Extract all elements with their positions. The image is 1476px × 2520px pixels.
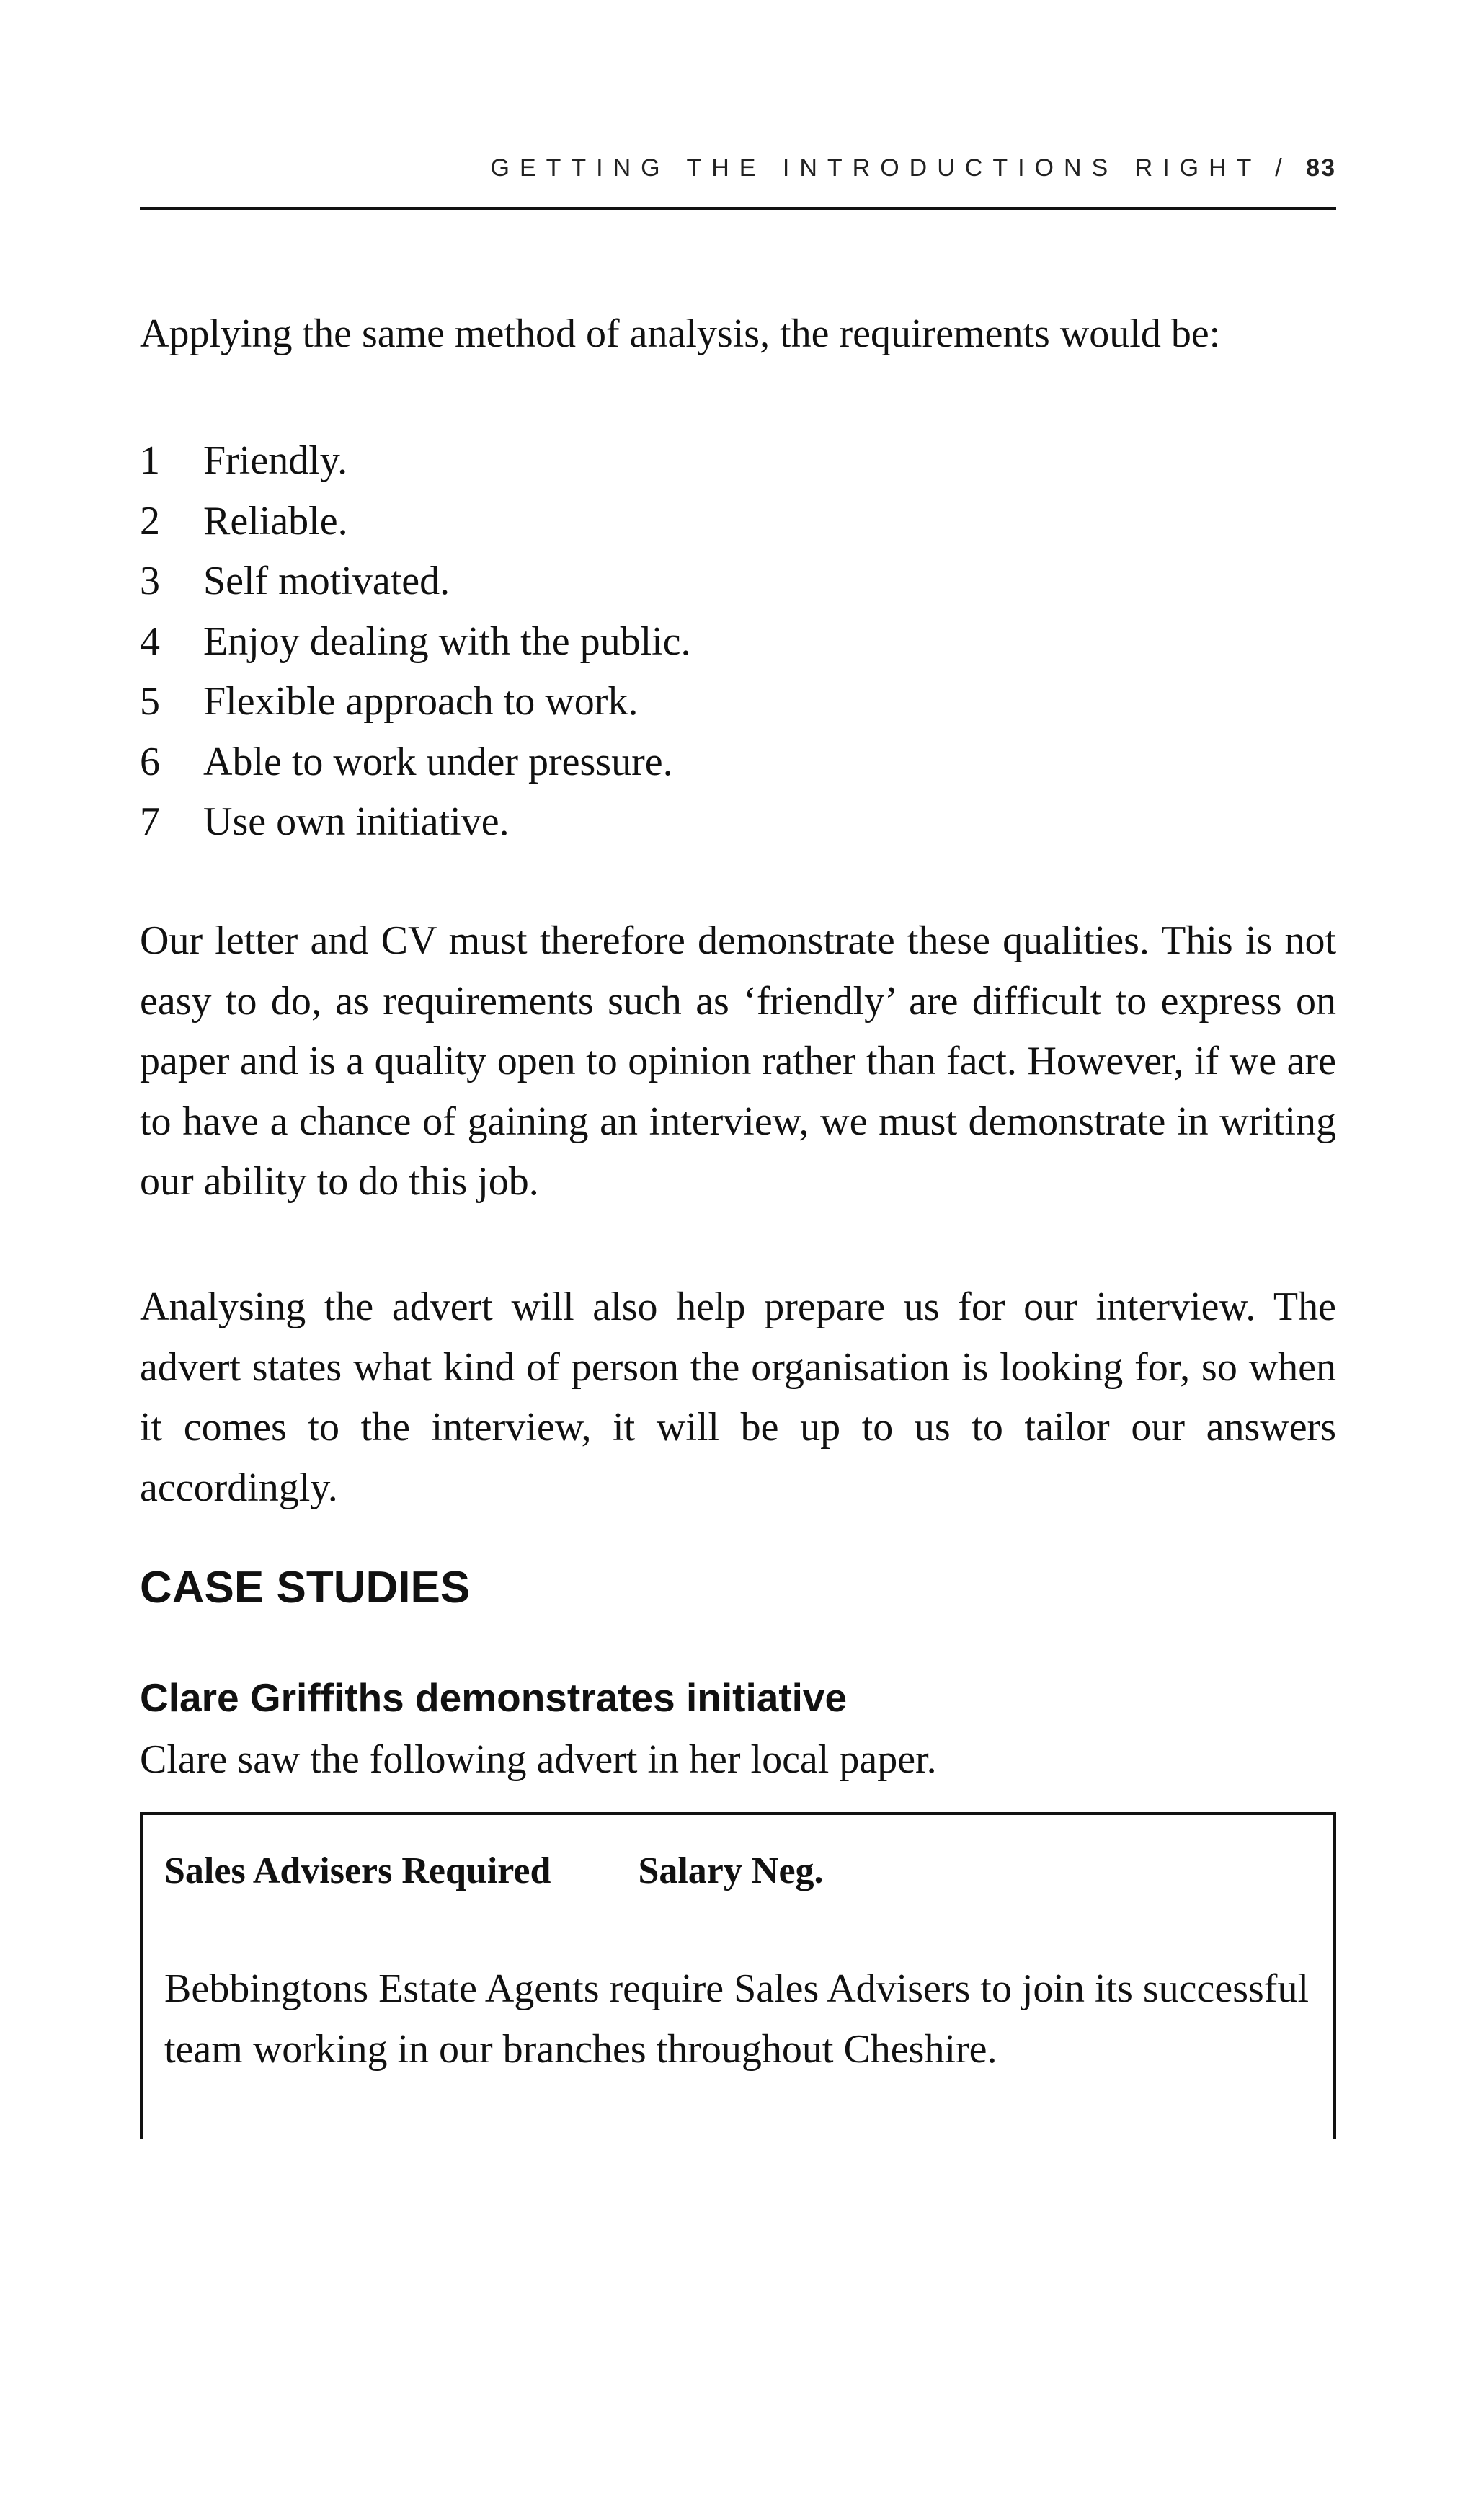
list-item-number: 6 bbox=[140, 739, 160, 784]
list-item-text: Use own initiative. bbox=[203, 799, 510, 844]
list-item bbox=[140, 732, 691, 793]
advert-salary: Salary Neg. bbox=[638, 1850, 824, 1891]
page-number: 83 bbox=[1306, 154, 1336, 182]
list-item bbox=[140, 612, 691, 673]
requirements-list bbox=[140, 431, 691, 853]
list-item bbox=[140, 551, 691, 612]
intro-paragraph: Applying the same method of analysis, the requirements would be: bbox=[140, 311, 1221, 356]
list-item-text: Able to work under pressure. bbox=[203, 739, 673, 784]
header-rule bbox=[140, 207, 1336, 210]
running-title: GETTING THE INTRODUCTIONS RIGHT bbox=[490, 154, 1261, 182]
list-item-number: 4 bbox=[140, 618, 160, 664]
list-item-number: 3 bbox=[140, 559, 160, 603]
section-heading: CASE STUDIES bbox=[140, 1563, 471, 1612]
running-head bbox=[491, 154, 1337, 182]
running-head-separator: / bbox=[1275, 154, 1282, 182]
list-item bbox=[140, 492, 691, 552]
list-item-text: Reliable. bbox=[203, 498, 348, 544]
list-item-text: Flexible approach to work. bbox=[203, 679, 639, 724]
analyse-advert-paragraph: Analysing the advert will also help prepare us for our interview. The advert states what kind of person the organisation is looking for, so when it comes to the interview, it will be up to us to tailor our answers accordingly. bbox=[140, 1285, 1336, 1510]
list-item bbox=[140, 792, 691, 853]
letter-cv-paragraph: Our letter and CV must therefore demonstrate these qualities. This is not easy to do, as requirements such as ‘friendly’ are difficult to express on paper and is a quality open to opinion rather than fact. However, if we are to have a chance of gaining an interview, we must demonstrate in writing our ability to do this job. bbox=[140, 918, 1336, 1204]
advert-heading-row bbox=[164, 1850, 824, 1892]
list-item-text: Self motivated. bbox=[203, 559, 450, 603]
list-item-text: Enjoy dealing with the public. bbox=[203, 618, 691, 664]
list-item-number: 5 bbox=[140, 679, 160, 724]
list-item-number: 1 bbox=[140, 438, 160, 483]
list-item-text: Friendly. bbox=[203, 438, 348, 483]
advert-body: Bebbingtons Estate Agents require Sales Advisers to join its successful team working in our branches throughout Cheshire. bbox=[164, 1966, 1310, 2072]
advert-box bbox=[140, 1812, 1336, 2139]
advert-title: Sales Advisers Required bbox=[164, 1850, 551, 1891]
case-study-intro: Clare saw the following advert in her local paper. bbox=[140, 1737, 937, 1782]
case-study-title: Clare Griffiths demonstrates initiative bbox=[140, 1675, 848, 1720]
list-item-number: 7 bbox=[140, 799, 160, 844]
list-item bbox=[140, 672, 691, 732]
list-item-number: 2 bbox=[140, 498, 160, 544]
list-item bbox=[140, 431, 691, 492]
